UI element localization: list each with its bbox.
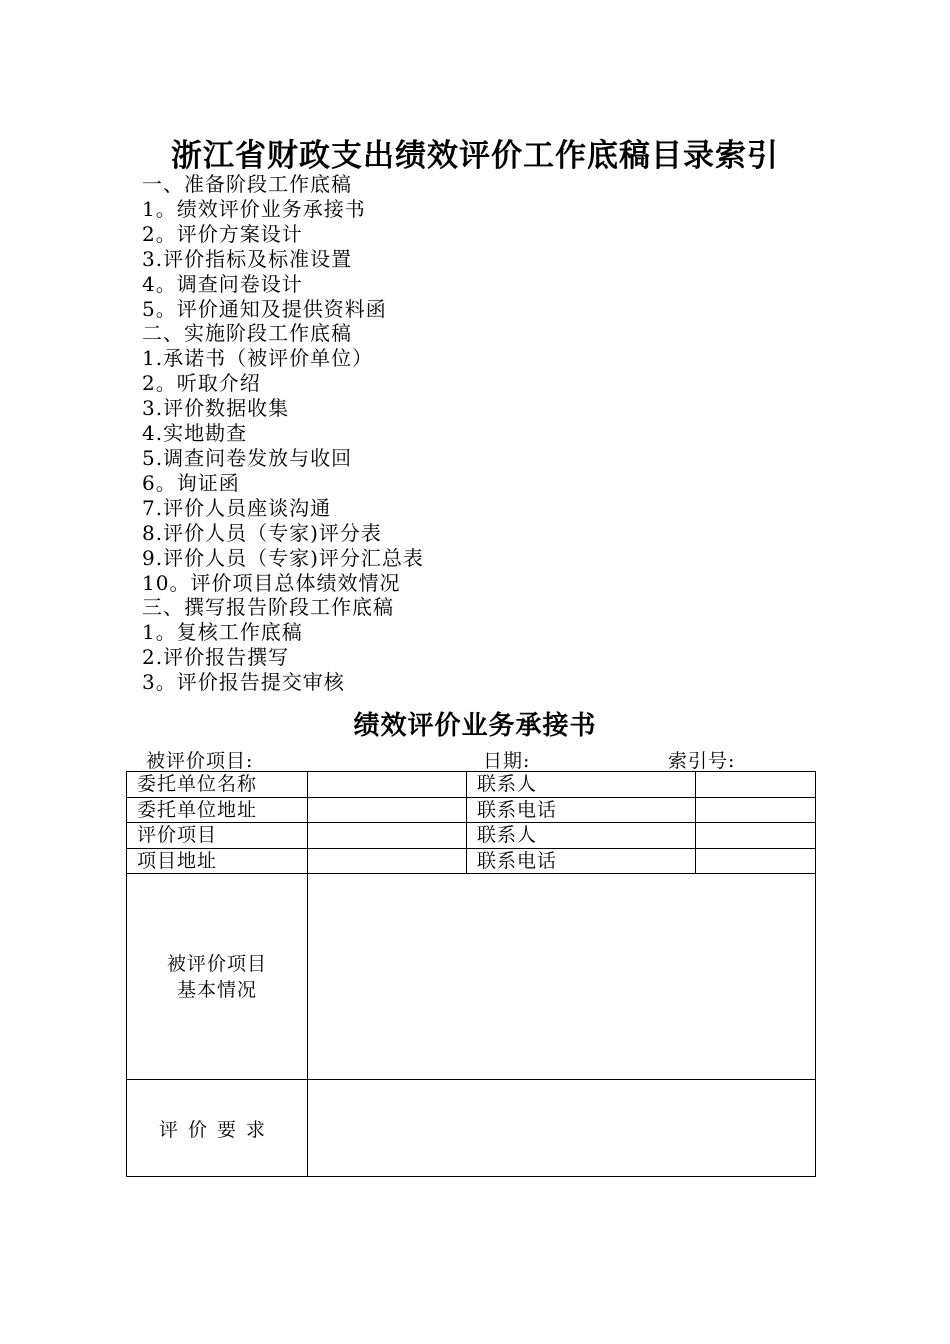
form-table [126,771,816,1177]
evaluated-project-field[interactable] [308,823,467,849]
client-address-label: 委托单位地址 [127,797,308,823]
toc-item: 1.承诺书（被评价单位） [142,346,374,371]
basic-info-field[interactable] [308,874,816,1080]
form-row [127,772,816,798]
project-phone-label: 联系电话 [467,848,696,874]
toc-list [142,172,424,695]
contact-phone-label: 联系电话 [467,797,696,823]
toc-item: 10。评价项目总体绩效情况 [142,570,401,595]
date-label: 日期: [483,750,531,772]
toc-item: 3.评价数据收集 [142,396,290,421]
toc-item: 4。调查问卷设计 [142,271,303,296]
toc-item: 5。评价通知及提供资料函 [142,296,387,321]
client-name-label: 委托单位名称 [127,772,308,798]
toc-item: 3.评价指标及标准设置 [142,246,353,271]
toc-item: 5.调查问卷发放与收回 [142,445,353,470]
toc-item: 1。绩效评价业务承接书 [142,196,366,221]
toc-item: 8.评价人员（专家)评分表 [142,520,382,545]
index-number-label: 索引号: [668,750,736,772]
toc-item: 1。复核工作底稿 [142,620,303,645]
project-contact-field[interactable] [696,823,816,849]
evaluated-project-label: 评价项目 [127,823,308,849]
document-title: 浙江省财政支出绩效评价工作底稿目录索引 [171,138,779,174]
basic-info-label-line1: 被评价项目 [166,952,267,975]
contact-person-field[interactable] [696,772,816,798]
form-row [127,848,816,874]
requirements-field[interactable] [308,1080,816,1177]
toc-item: 4.实地勘查 [142,421,248,446]
form-row [127,874,816,1080]
client-name-field[interactable] [308,772,467,798]
toc-section-heading: 二、实施阶段工作底稿 [142,321,352,346]
toc-item: 2。听取介绍 [142,371,261,396]
client-address-field[interactable] [308,797,467,823]
toc-item: 9.评价人员（专家)评分汇总表 [142,545,424,570]
toc-item: 2。评价方案设计 [142,221,303,246]
engagement-form [126,771,815,1180]
form-row [127,797,816,823]
toc-section-heading: 三、撰写报告阶段工作底稿 [142,595,394,620]
toc-item: 3。评价报告提交审核 [142,670,345,695]
form-title: 绩效评价业务承接书 [353,711,597,741]
form-row [127,1080,816,1177]
toc-item: 7.评价人员座谈沟通 [142,495,332,520]
project-label: 被评价项目: [146,750,254,772]
requirements-label: 评价要求 [127,1080,308,1177]
contact-phone-field[interactable] [696,797,816,823]
project-phone-field[interactable] [696,848,816,874]
toc-item: 6。询证函 [142,470,240,495]
basic-info-label-line2: 基本情况 [176,978,257,1001]
toc-item: 2.评价报告撰写 [142,645,290,670]
basic-info-label [127,874,308,1080]
contact-person-label: 联系人 [467,772,696,798]
form-row [127,823,816,849]
project-contact-label: 联系人 [467,823,696,849]
project-address-field[interactable] [308,848,467,874]
toc-section-heading: 一、准备阶段工作底稿 [142,172,352,196]
project-address-label: 项目地址 [127,848,308,874]
